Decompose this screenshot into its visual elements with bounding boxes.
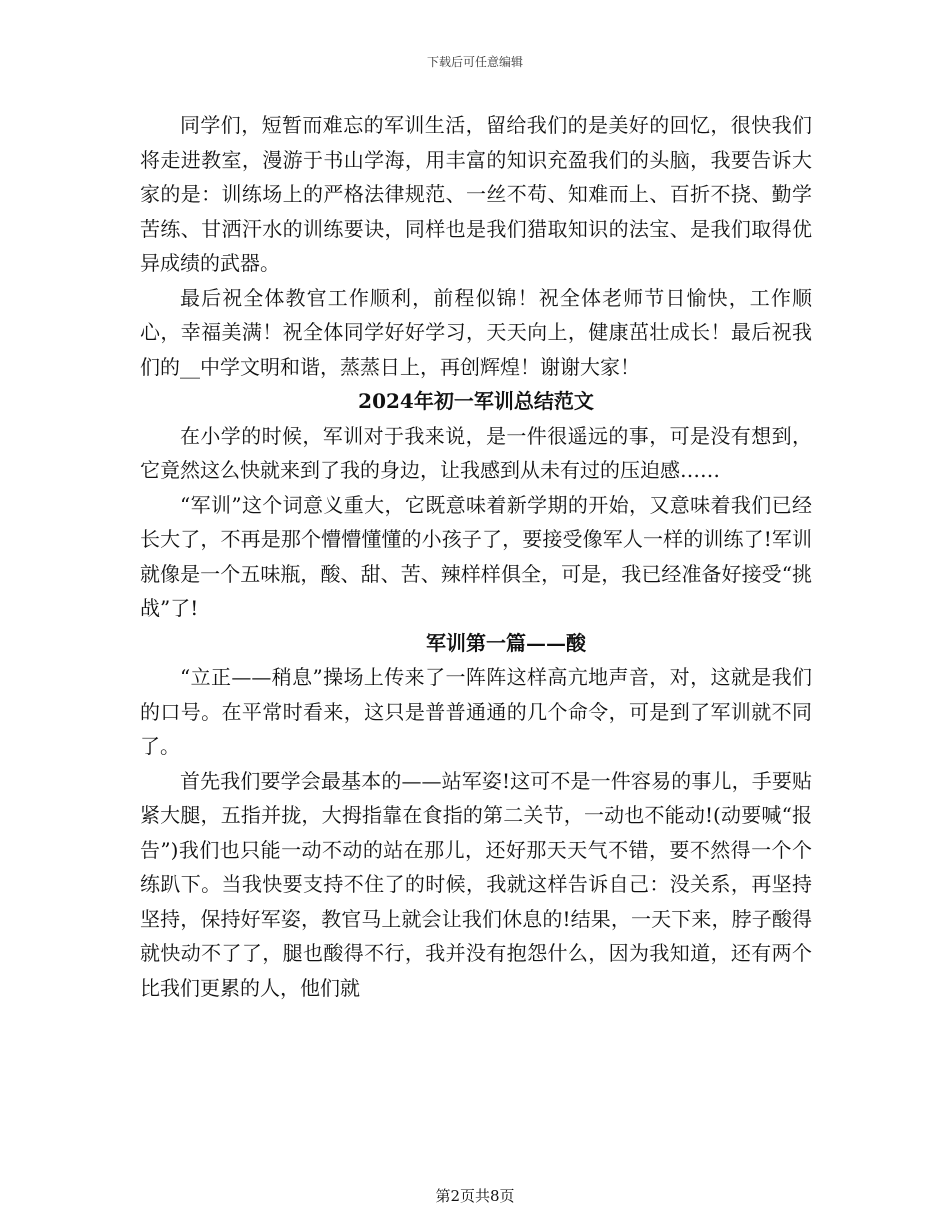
section-title: 2024年初一军训总结范文 (358, 389, 594, 413)
section-subtitle: 军训第一篇——酸 (426, 630, 586, 655)
paragraph: 在小学的时候，军训对于我来说，是一件很遥远的事，可是没有想到，它竟然这么快就来到了我的身边，让我感到从未有过的压迫感…… (140, 423, 812, 482)
document-body (140, 108, 812, 1005)
paragraph: 同学们，短暂而难忘的军训生活，留给我们的是美好的回忆，很快我们将走进教室，漫游于书山学海，用丰富的知识充盈我们的头脑，我要告诉大家的是：训练场上的严格法律规范、一丝不苟、知难而上、百折不挠、勤学苦练、甘洒汗水的训练要诀，同样也是我们猎取知识的法宝、是我们取得优异成绩的武器。 (140, 113, 812, 275)
paragraph: “军训”这个词意义重大，它既意味着新学期的开始，又意味着我们已经长大了，不再是那个懵懵懂懂的小孩子了，要接受像军人一样的训练了!军训就像是一个五味瓶，酸、甜、苦、辣样样俱全，可是，我已经准备好接受“挑战”了! (140, 492, 812, 620)
page-header: 下载后可任意编辑 (426, 55, 523, 69)
paragraph: “立正——稍息”操场上传来了一阵阵这样高亢地声音，对，这就是我们的口号。在平常时看来，这只是普普通通的几个命令，可是到了军训就不同了。 (140, 665, 812, 758)
page-footer: 第2页共8页 (435, 1187, 515, 1205)
paragraph: 首先我们要学会最基本的——站军姿!这可不是一件容易的事儿，手要贴紧大腿，五指并拢，大拇指靠在食指的第二关节，一动也不能动!(动要喊“报告”)我们也只能一动不动的站在那儿，还好那天天气不错，要不然得一个个练趴下。当我快要支持不住了的时候，我就这样告诉自己：没关系，再坚持坚持，保持好军姿，教官马上就会让我们休息的!结果，一天下来，脖子酸得就快动不了了，腿也酸得不行，我并没有抱怨什么，因为我知道，还有两个比我们更累的人，他们就 (140, 768, 812, 1000)
paragraph: 最后祝全体教官工作顺利，前程似锦！祝全体老师节日愉快，工作顺心，幸福美满！祝全体同学好好学习，天天向上，健康茁壮成长！最后祝我们的__中学文明和谐，蒸蒸日上，再创辉煌！谢谢大家！ (140, 285, 812, 379)
